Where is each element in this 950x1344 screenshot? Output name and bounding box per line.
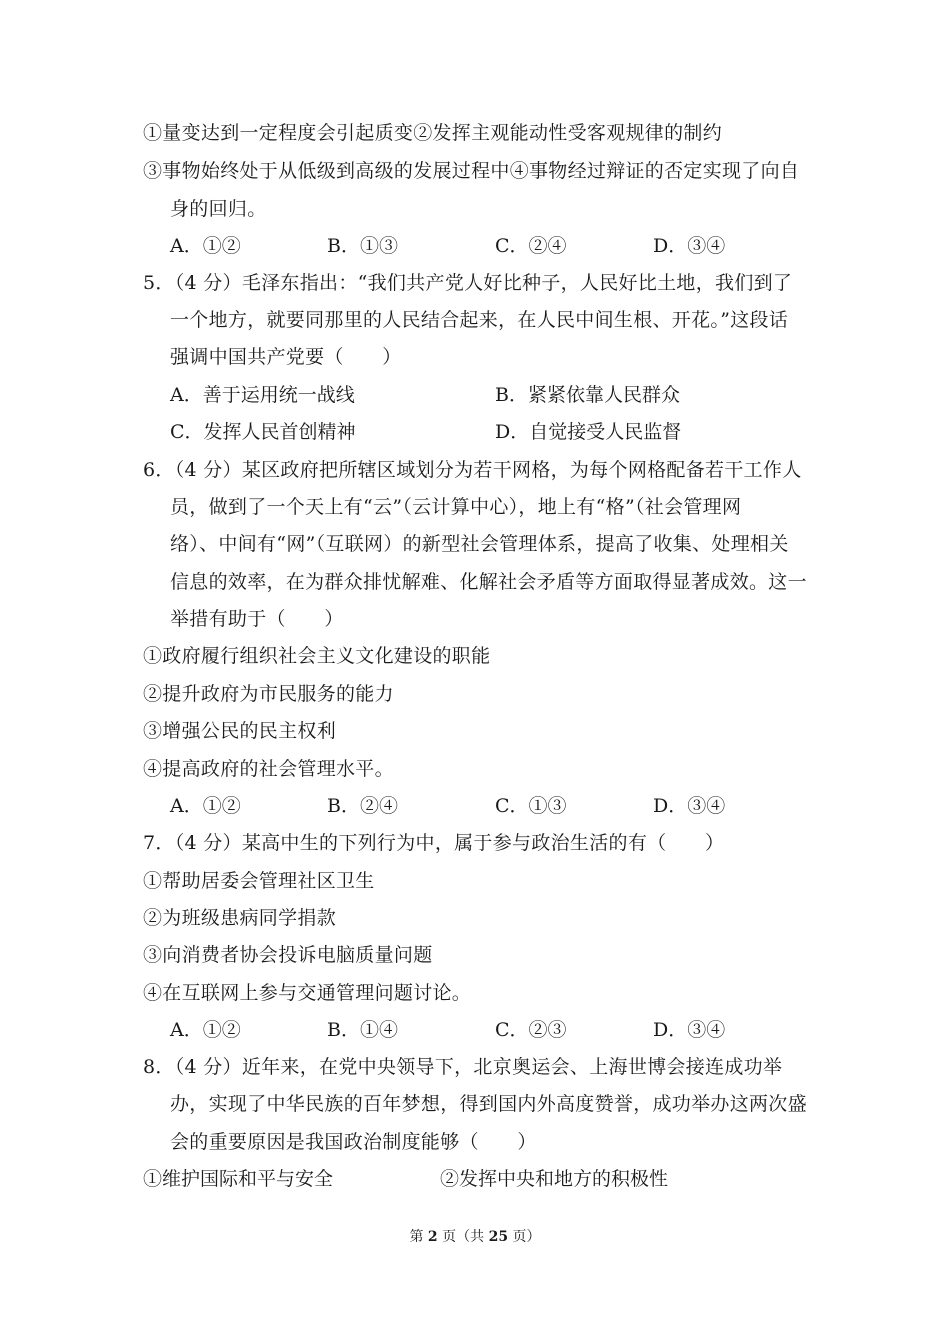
q5-stem-1: 5．（4 分）毛泽东指出：“我们共产党人好比种子，人民好比土地，我们到了 xyxy=(143,272,793,294)
q7-statement-3: ③向消费者协会投诉电脑质量问题 xyxy=(143,944,433,966)
q6-option-b[interactable]: B．②④ xyxy=(327,795,398,817)
q6-statement-1: ①政府履行组织社会主义文化建设的职能 xyxy=(143,645,491,667)
q7-option-a[interactable]: A．①② xyxy=(170,1019,241,1041)
q7-stem-1: 7．（4 分）某高中生的下列行为中，属于参与政治生活的有（ ） xyxy=(143,832,725,854)
footer-total-pages: 25 xyxy=(488,1229,509,1245)
q7-statement-2: ②为班级患病同学捐款 xyxy=(143,907,337,929)
q7-option-d[interactable]: D．③④ xyxy=(653,1019,726,1041)
q4-statement-2: ③事物始终处于从低级到高级的发展过程中④事物经过辩证的否定实现了向自 xyxy=(143,160,800,182)
footer-page-number: 2 xyxy=(427,1229,438,1245)
q6-stem-1: 6．（4 分）某区政府把所辖区域划分为若干网格，为每个网格配备若干工作人 xyxy=(143,459,802,481)
q6-stem-4: 信息的效率，在为群众排忧解难、化解社会矛盾等方面取得显著成效。这一 xyxy=(170,571,807,593)
q4-statement-1: ①量变达到一定程度会引起质变②发挥主观能动性受客观规律的制约 xyxy=(143,122,723,144)
q6-statement-4: ④提高政府的社会管理水平。 xyxy=(143,758,394,780)
q5-stem-2: 一个地方，就要同那里的人民结合起来，在人民中间生根、开花。”这段话 xyxy=(170,309,789,331)
q7-option-b[interactable]: B．①④ xyxy=(327,1019,398,1041)
q7-statement-4: ④在互联网上参与交通管理问题讨论。 xyxy=(143,982,472,1004)
q6-stem-3: 络）、中间有“网”（互联网）的新型社会管理体系，提高了收集、处理相关 xyxy=(170,533,789,555)
q6-stem-5: 举措有助于（ ） xyxy=(170,608,344,630)
footer-suffix: 页） xyxy=(512,1229,541,1245)
q4-option-d[interactable]: D．③④ xyxy=(653,235,726,257)
q5-option-b[interactable]: B．紧紧依靠人民群众 xyxy=(495,384,680,406)
page-footer xyxy=(0,1226,950,1246)
q4-statement-2-cont: 身的回归。 xyxy=(170,198,267,220)
q8-stem-2: 办，实现了中华民族的百年梦想，得到国内外高度赞誉，成功举办这两次盛 xyxy=(170,1093,807,1115)
q8-stem-1: 8．（4 分）近年来，在党中央领导下，北京奥运会、上海世博会接连成功举 xyxy=(143,1056,783,1078)
q4-option-b[interactable]: B．①③ xyxy=(327,235,398,257)
footer-middle: 页（共 xyxy=(442,1229,485,1245)
q6-statement-3: ③增强公民的民主权利 xyxy=(143,720,337,742)
q6-option-c[interactable]: C．①③ xyxy=(495,795,567,817)
q4-option-c[interactable]: C．②④ xyxy=(495,235,567,257)
q7-statement-1: ①帮助居委会管理社区卫生 xyxy=(143,870,375,892)
q8-statement-1: ①维护国际和平与安全 xyxy=(143,1168,334,1190)
q5-option-c[interactable]: C．发挥人民首创精神 xyxy=(170,421,356,443)
q4-option-a[interactable]: A．①② xyxy=(170,235,241,257)
q6-option-a[interactable]: A．①② xyxy=(170,795,241,817)
q6-stem-2: 员，做到了一个天上有“云”（云计算中心），地上有“格”（社会管理网 xyxy=(170,496,742,518)
q5-option-a[interactable]: A．善于运用统一战线 xyxy=(170,384,355,406)
q8-stem-3: 会的重要原因是我国政治制度能够（ ） xyxy=(170,1131,537,1153)
q7-option-c[interactable]: C．②③ xyxy=(495,1019,567,1041)
footer-prefix: 第 xyxy=(409,1229,424,1245)
q6-statement-2: ②提升政府为市民服务的能力 xyxy=(143,683,394,705)
q5-option-d[interactable]: D．自觉接受人民监督 xyxy=(495,421,682,443)
q6-option-d[interactable]: D．③④ xyxy=(653,795,726,817)
q5-stem-3: 强调中国共产党要（ ） xyxy=(170,346,402,368)
q8-statement-2: ②发挥中央和地方的积极性 xyxy=(440,1168,669,1190)
